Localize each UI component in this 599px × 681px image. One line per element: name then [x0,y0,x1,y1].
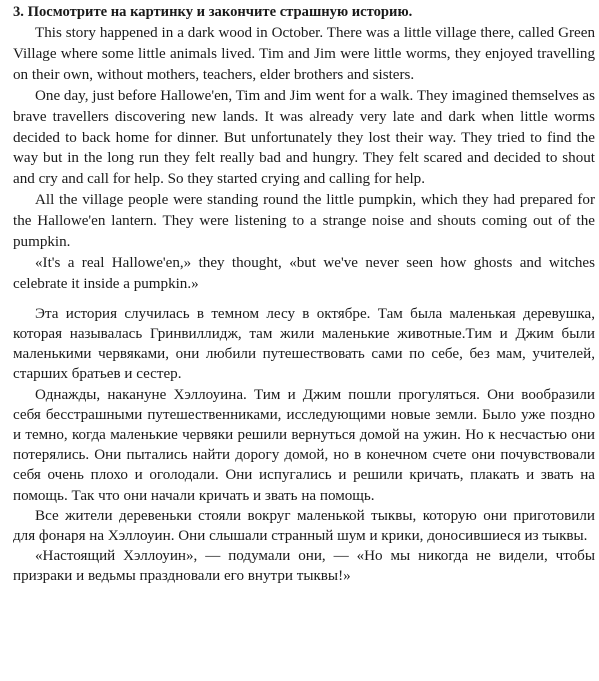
exercise-title: 3. Посмотрите на картинку и закончите страшную историю. [13,4,413,20]
russian-translation [13,304,595,587]
english-paragraph-3: All the village people were standing round the little pumpkin, which they had prepared for the Hallowe'en lantern. They were listening to a strange noise and shouts coming out of the pumpkin. [13,192,595,251]
english-text [13,23,595,295]
english-paragraph-2: One day, just before Hallowe'en, Tim and Jim went for a walk. They imagined themselves as brave travellers discovering new lands. It was already very late and dark when little worms decided to back home for dinner. But unfortunately they lost their way. They tried to find the way but in the long run they felt really bad and hungry. They felt scared and decided to shout and cry and call for help. So they started crying and calling for help. [13,87,595,188]
english-paragraph-4: «It's a real Hallowe'en,» they thought, «but we've never seen how ghosts and witches celebrate it inside a pumpkin.» [13,254,595,292]
russian-paragraph-4: «Настоящий Хэллоуин», — подумали они, — «Но мы никогда не видели, чтобы призраки и ведьмы праздновали его внутри тыквы!» [13,548,595,585]
russian-paragraph-2: Однажды, накануне Хэллоуина. Тим и Джим пошли прогуляться. Они вообразили себя бесстрашными путешественниками, исследующими новые земли. Было уже поздно и темно, когда маленькие червяки решили вернуться домой на ужин. Но к несчастью они потерялись. Они пытались найти дорогу домой, но в конечном счете они почувствовали себя очень плохо и оголодали. Они испугались и решили кричать, плакать и звать на помощь. Так что они начали кричать и звать на помощь. [13,386,595,504]
russian-paragraph-3: Все жители деревеньки стояли вокруг маленькой тыквы, которую они приготовили для фонаря на Хэллоуин. Они слышали странный шум и крики, доносившиеся из тыквы. [13,507,595,545]
textbook-page [13,0,595,681]
russian-paragraph-1: Эта история случилась в темном лесу в октябре. Там была маленькая деревушка, которая называлась Гринвиллидж, там жили маленькие животные.Тим и Джим были маленькими червяками, они любили путешествовать сами по себе, без мам, учителей, старших братьев и сестер. [13,305,595,383]
english-paragraph-1: This story happened in a dark wood in October. There was a little village there, called Green Village where some little animals lived. Tim and Jim were little worms, they enjoyed travelling on their own, without mothers, teachers, elder brothers and sisters. [13,25,595,83]
